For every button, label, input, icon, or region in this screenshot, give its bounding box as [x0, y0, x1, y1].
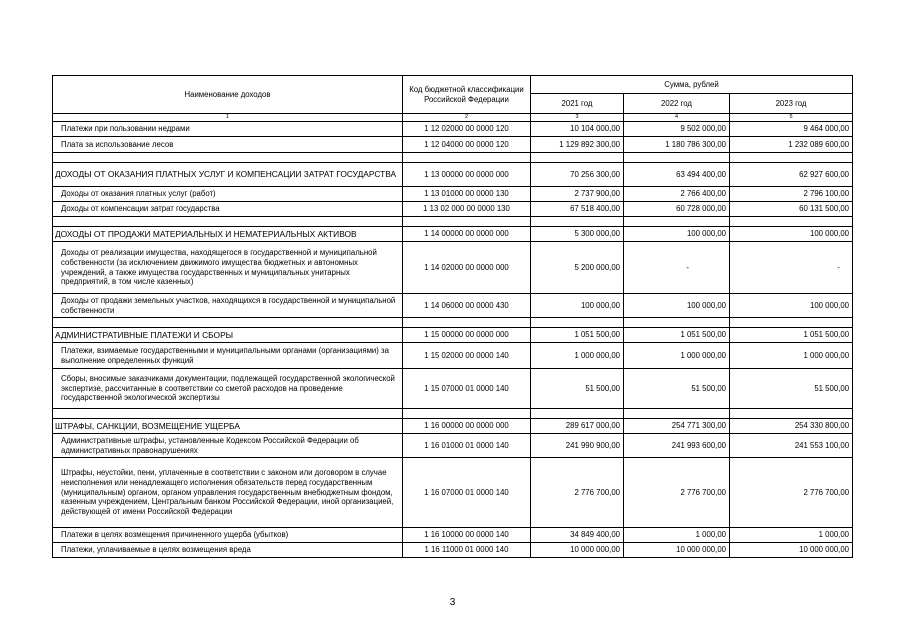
row-name: Штрафы, неустойки, пени, уплаченные в соответствии с законом или договором в случае неисполнения или ненадлежащего исполнения обязательств перед государственным (муниципальным) органом, органом управления государственным внебюджетным фондом, казенным учреждением, Центральным банком Российской Федерации, иной организацией, действующей от имени Российской Федерации	[53, 458, 403, 528]
row-2022: 254 771 300,00	[624, 419, 730, 434]
row-2023: 100 000,00	[730, 294, 853, 318]
table-row	[53, 294, 853, 318]
col-num-2: 2	[403, 114, 531, 122]
col-num-1: 1	[53, 114, 403, 122]
table-row	[53, 202, 853, 217]
row-name: Доходы от продажи земельных участков, находящихся в государственной и муниципальной собственности	[53, 294, 403, 318]
row-2023: 60 131 500,00	[730, 202, 853, 217]
row-2022: 1 180 786 300,00	[624, 137, 730, 153]
row-code: 1 13 01000 00 0000 130	[403, 187, 531, 202]
row-2023: 100 000,00	[730, 227, 853, 242]
table-row	[53, 434, 853, 458]
row-name: Платежи в целях возмещения причиненного ущерба (убытков)	[53, 528, 403, 543]
row-2023: 2 796 100,00	[730, 187, 853, 202]
row-2023: 1 051 500,00	[730, 328, 853, 343]
row-code: 1 16 07000 01 0000 140	[403, 458, 531, 528]
row-2021: 51 500,00	[531, 369, 624, 409]
row-code: 1 15 02000 00 0000 140	[403, 343, 531, 369]
row-2022: 100 000,00	[624, 227, 730, 242]
row-2023: -	[730, 242, 853, 294]
row-2021: 5 200 000,00	[531, 242, 624, 294]
row-2022: 51 500,00	[624, 369, 730, 409]
header-code: Код бюджетной классификации Российской Федерации	[403, 76, 531, 114]
row-code: 1 16 10000 00 0000 140	[403, 528, 531, 543]
row-2022: 1 000,00	[624, 528, 730, 543]
row-2021: 241 990 900,00	[531, 434, 624, 458]
row-2022: 9 502 000,00	[624, 122, 730, 137]
row-2021: 67 518 400,00	[531, 202, 624, 217]
row-code: 1 14 02000 00 0000 000	[403, 242, 531, 294]
row-2023: 1 000 000,00	[730, 343, 853, 369]
table-row	[53, 227, 853, 242]
row-2021: 10 104 000,00	[531, 122, 624, 137]
row-name: Платежи, взимаемые государственными и муниципальными органами (организациями) за выполнение определенных функций	[53, 343, 403, 369]
row-2023: 2 776 700,00	[730, 458, 853, 528]
row-2022: -	[624, 242, 730, 294]
row-name: ДОХОДЫ ОТ ОКАЗАНИЯ ПЛАТНЫХ УСЛУГ И КОМПЕНСАЦИИ ЗАТРАТ ГОСУДАРСТВА	[53, 163, 403, 187]
col-num-4: 4	[624, 114, 730, 122]
row-2021: 2 776 700,00	[531, 458, 624, 528]
row-2023: 9 464 000,00	[730, 122, 853, 137]
row-2023: 1 232 089 600,00	[730, 137, 853, 153]
table-row	[53, 528, 853, 543]
row-code: 1 12 02000 00 0000 120	[403, 122, 531, 137]
row-2021: 34 849 400,00	[531, 528, 624, 543]
row-name: ШТРАФЫ, САНКЦИИ, ВОЗМЕЩЕНИЕ УЩЕРБА	[53, 419, 403, 434]
page-number: 3	[449, 597, 456, 608]
row-code: 1 12 04000 00 0000 120	[403, 137, 531, 153]
row-2021: 10 000 000,00	[531, 543, 624, 558]
row-code: 1 15 00000 00 0000 000	[403, 328, 531, 343]
row-2023: 254 330 800,00	[730, 419, 853, 434]
row-code: 1 15 07000 01 0000 140	[403, 369, 531, 409]
row-code: 1 13 02 000 00 0000 130	[403, 202, 531, 217]
table-row	[53, 163, 853, 187]
row-2021: 1 051 500,00	[531, 328, 624, 343]
spacer-row	[53, 318, 853, 328]
col-num-3: 3	[531, 114, 624, 122]
row-2023: 51 500,00	[730, 369, 853, 409]
table-row	[53, 343, 853, 369]
spacer-row	[53, 217, 853, 227]
row-code: 1 13 00000 00 0000 000	[403, 163, 531, 187]
row-2022: 1 000 000,00	[624, 343, 730, 369]
header-year-2022: 2022 год	[624, 94, 730, 114]
row-2021: 289 617 000,00	[531, 419, 624, 434]
row-name: Административные штрафы, установленные Кодексом Российской Федерации об административных правонарушениях	[53, 434, 403, 458]
row-2021: 100 000,00	[531, 294, 624, 318]
row-2021: 1 129 892 300,00	[531, 137, 624, 153]
row-2023: 1 000,00	[730, 528, 853, 543]
row-2022: 241 993 600,00	[624, 434, 730, 458]
row-code: 1 16 01000 01 0000 140	[403, 434, 531, 458]
header-year-2021: 2021 год	[531, 94, 624, 114]
row-2022: 100 000,00	[624, 294, 730, 318]
table-row	[53, 419, 853, 434]
table-row	[53, 242, 853, 294]
row-2021: 70 256 300,00	[531, 163, 624, 187]
row-name: АДМИНИСТРАТИВНЫЕ ПЛАТЕЖИ И СБОРЫ	[53, 328, 403, 343]
row-name: Плата за использование лесов	[53, 137, 403, 153]
row-code: 1 14 00000 00 0000 000	[403, 227, 531, 242]
table-row	[53, 543, 853, 558]
row-code: 1 16 00000 00 0000 000	[403, 419, 531, 434]
header-sum: Сумма, рублей	[531, 76, 853, 94]
row-2023: 241 553 100,00	[730, 434, 853, 458]
row-2022: 2 766 400,00	[624, 187, 730, 202]
table-row	[53, 122, 853, 137]
row-2022: 1 051 500,00	[624, 328, 730, 343]
row-name: Платежи, уплачиваемые в целях возмещения вреда	[53, 543, 403, 558]
table-row	[53, 187, 853, 202]
row-name: Доходы от оказания платных услуг (работ)	[53, 187, 403, 202]
row-name: Доходы от реализации имущества, находящегося в государственной и муниципальной собственности (за исключением движимого имущества бюджетных и автономных учреждений, а также имущества государственных и муниципальных унитарных предприятий, в том числе казенных)	[53, 242, 403, 294]
row-code: 1 16 11000 01 0000 140	[403, 543, 531, 558]
table-row	[53, 458, 853, 528]
row-2022: 60 728 000,00	[624, 202, 730, 217]
row-2022: 63 494 400,00	[624, 163, 730, 187]
row-2021: 2 737 900,00	[531, 187, 624, 202]
spacer-row	[53, 409, 853, 419]
row-2023: 10 000 000,00	[730, 543, 853, 558]
header-name: Наименование доходов	[53, 76, 403, 114]
table-row	[53, 328, 853, 343]
row-name: Сборы, вносимые заказчиками документации, подлежащей государственной экологической экспертизе, рассчитанные в соответствии со сметой расходов на проведение государственной экологической экспертизы	[53, 369, 403, 409]
row-2023: 62 927 600,00	[730, 163, 853, 187]
row-name: Платежи при пользовании недрами	[53, 122, 403, 137]
row-name: Доходы от компенсации затрат государства	[53, 202, 403, 217]
col-num-5: 5	[730, 114, 853, 122]
row-2021: 1 000 000,00	[531, 343, 624, 369]
row-2022: 2 776 700,00	[624, 458, 730, 528]
spacer-row	[53, 153, 853, 163]
row-2021: 5 300 000,00	[531, 227, 624, 242]
revenue-table	[52, 75, 853, 558]
table-row	[53, 369, 853, 409]
row-code: 1 14 06000 00 0000 430	[403, 294, 531, 318]
table-row	[53, 137, 853, 153]
header-year-2023: 2023 год	[730, 94, 853, 114]
row-name: ДОХОДЫ ОТ ПРОДАЖИ МАТЕРИАЛЬНЫХ И НЕМАТЕРИАЛЬНЫХ АКТИВОВ	[53, 227, 403, 242]
row-2022: 10 000 000,00	[624, 543, 730, 558]
